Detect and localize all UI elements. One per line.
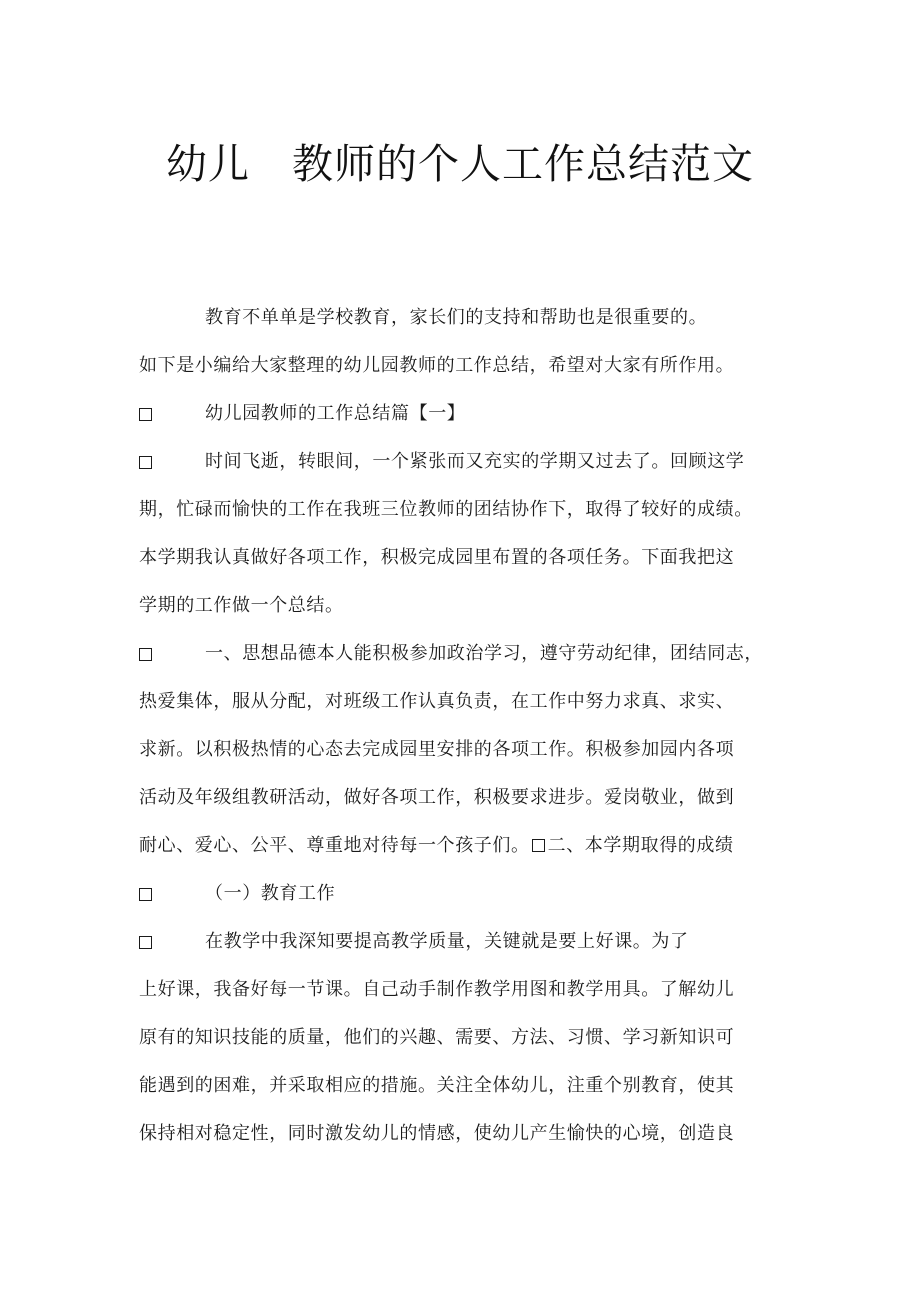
checkbox-icon (139, 936, 152, 949)
paragraph-line: 上好课，我备好每一节课。自己动手制作教学用图和教学用具。了解幼儿 (139, 979, 735, 1000)
paragraph-line: 能遇到的困难，并采取相应的措施。关注全体幼儿，注重个别教育，使其 (139, 1075, 735, 1096)
checkbox-icon (139, 888, 152, 901)
paragraph-line: 如下是小编给大家整理的幼儿园教师的工作总结，希望对大家有所作用。 (139, 355, 735, 376)
paragraph-line: 教育不单单是学校教育，家长们的支持和帮助也是很重要的。 (205, 307, 708, 328)
checkbox-icon (532, 839, 545, 852)
paragraph-line: 在教学中我深知要提高教学质量，关键就是要上好课。为了 (205, 931, 689, 952)
checkbox-icon (139, 456, 152, 469)
section-heading: 幼儿园教师的工作总结篇【一】 (205, 403, 466, 424)
checkbox-icon (139, 648, 152, 661)
paragraph-line: 本学期我认真做好各项工作，积极完成园里布置的各项任务。下面我把这 (139, 547, 735, 568)
paragraph-line: 热爱集体，服从分配，对班级工作认真负责，在工作中努力求真、求实、 (139, 691, 735, 712)
paragraph-line: 原有的知识技能的质量，他们的兴趣、需要、方法、习惯、学习新知识可 (139, 1027, 735, 1048)
paragraph-text: 耐心、爱心、公平、尊重地对待每一个孩子们。 (139, 835, 530, 856)
paragraph-line: 求新。以积极热情的心态去完成园里安排的各项工作。积极参加园内各项 (139, 739, 735, 760)
checkbox-icon (139, 408, 152, 421)
section-heading: 二、本学期取得的成绩 (547, 835, 734, 856)
paragraph-line: 保持相对稳定性，同时激发幼儿的情感，使幼儿产生愉快的心境，创造良 (139, 1123, 735, 1144)
paragraph-line: 时间飞逝，转眼间，一个紧张而又充实的学期又过去了。回顾这学 (205, 451, 745, 472)
subsection-heading: （一）教育工作 (205, 883, 336, 904)
paragraph-line: 一、思想品德本人能积极参加政治学习，遵守劳动纪律，团结同志， (205, 643, 763, 664)
paragraph-line (139, 833, 734, 859)
document-title: 幼儿 教师的个人工作总结范文 (166, 140, 754, 188)
paragraph-line: 活动及年级组教研活动，做好各项工作，积极要求进步。爱岗敬业，做到 (139, 787, 735, 808)
paragraph-line: 学期的工作做一个总结。 (139, 595, 344, 616)
paragraph-line: 期，忙碌而愉快的工作在我班三位教师的团结协作下，取得了较好的成绩。 (139, 499, 753, 520)
